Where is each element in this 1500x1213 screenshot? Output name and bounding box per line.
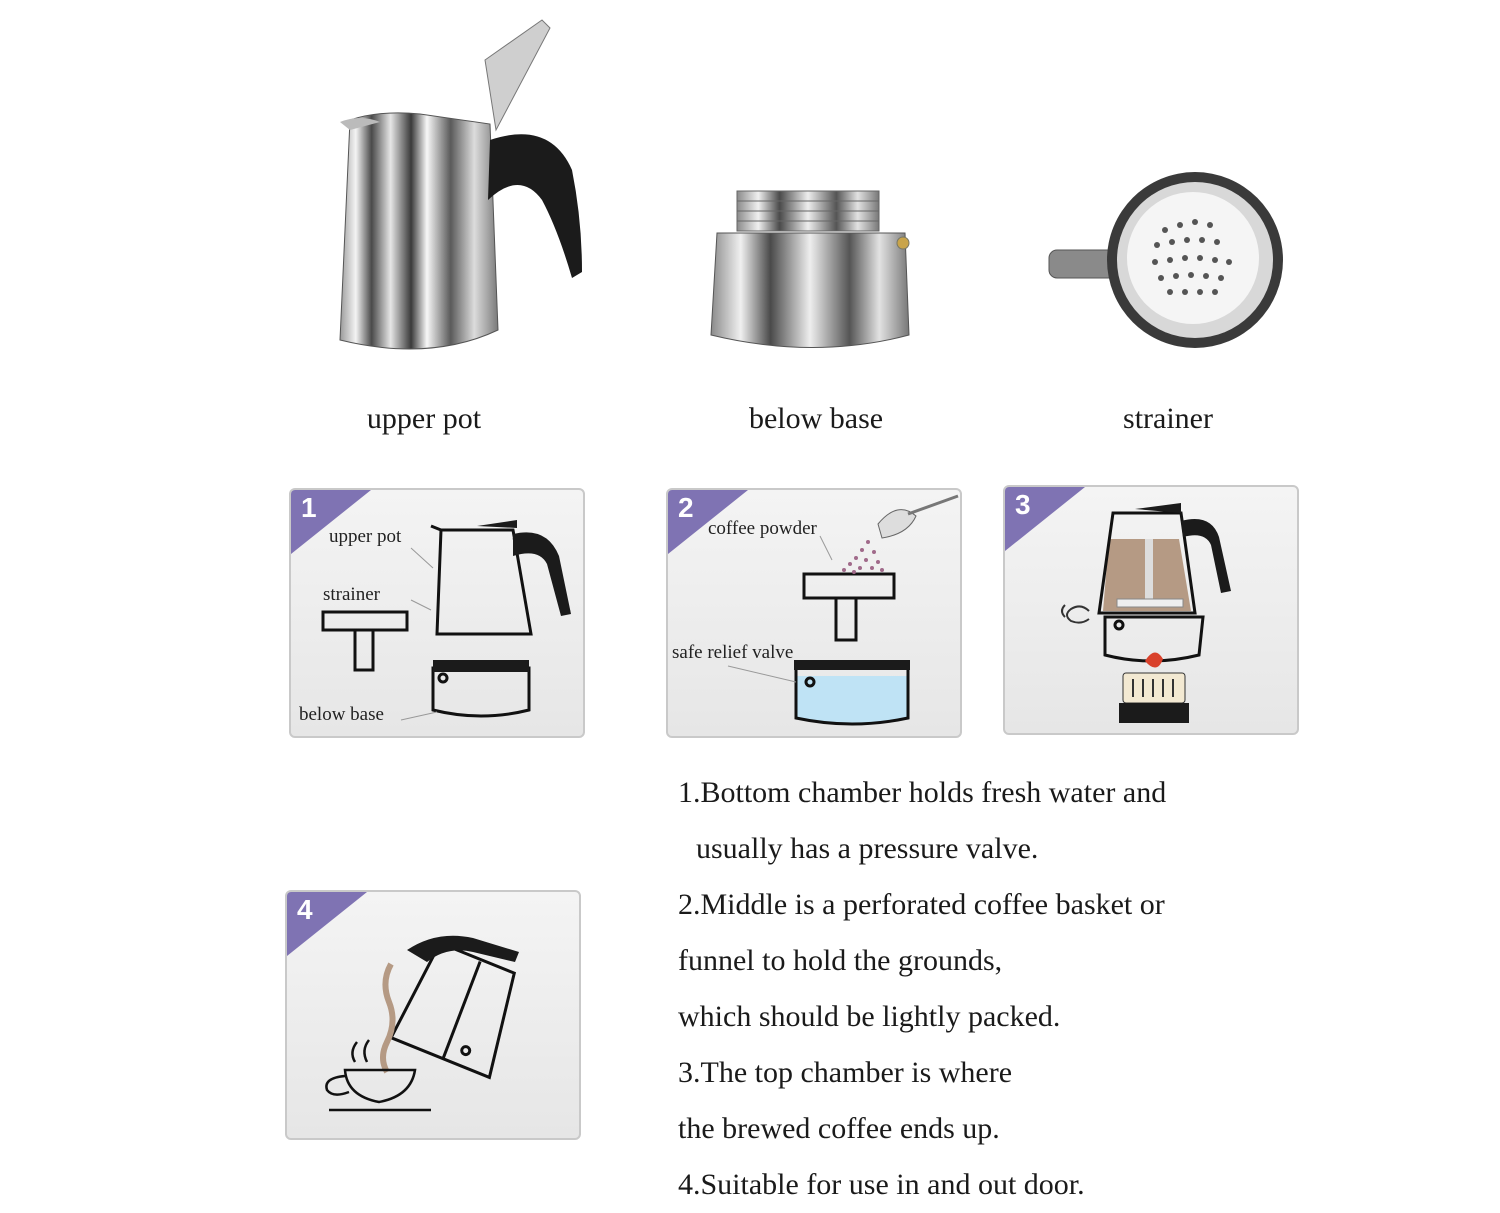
description-line-8: 4.Suitable for use in and out door. [678,1168,1085,1201]
strainer-photo [1045,170,1285,370]
description-line-4: funnel to hold the grounds, [678,944,1003,977]
description-line-1: 1.Bottom chamber holds fresh water and [678,776,1167,809]
description-line-7: the brewed coffee ends up. [678,1112,1000,1145]
description-line-2: usually has a pressure valve. [696,832,1039,865]
description-line-6: 3.The top chamber is where [678,1056,1013,1089]
part-label-below-base: below base [748,402,884,435]
step-4-illustration [287,892,581,1140]
step-2-card [666,488,962,738]
step-2-number: 2 [678,492,694,523]
step-3-illustration [1005,487,1299,735]
step-1-label-below-base: below base [299,704,384,725]
step-1-label-strainer: strainer [323,584,380,605]
description-line-5: which should be lightly packed. [678,1000,1061,1033]
part-label-upper-pot: upper pot [366,402,482,435]
step-1-card [289,488,585,738]
part-label-strainer: strainer [1123,402,1213,435]
below-base-photo [705,185,925,365]
step-3-number: 3 [1015,489,1031,520]
step-3-card [1003,485,1299,735]
step-1-number: 1 [301,492,317,523]
step-4-number: 4 [297,894,313,925]
upper-pot-photo [320,10,610,370]
step-2-label-safe-relief-valve: safe relief valve [672,642,794,663]
description-line-3: 2.Middle is a perforated coffee basket or [678,888,1165,921]
description-block [678,765,1478,1213]
step-1-label-upper-pot: upper pot [329,526,402,547]
step-4-card [285,890,581,1140]
step-2-label-coffee-powder: coffee powder [708,518,817,539]
